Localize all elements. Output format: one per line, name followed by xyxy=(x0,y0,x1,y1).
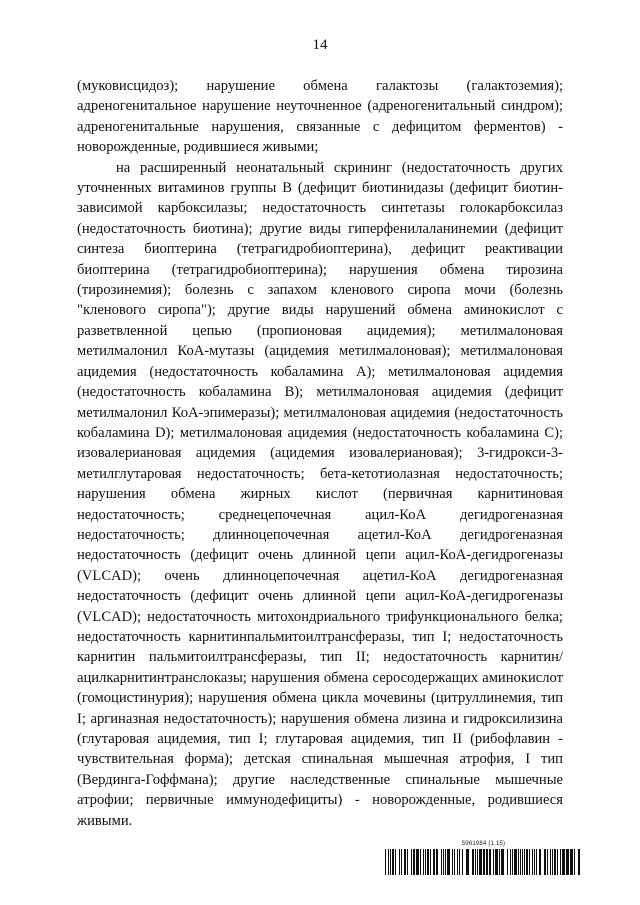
barcode-bar xyxy=(507,849,508,875)
barcode-bar xyxy=(539,849,541,875)
barcode-bar xyxy=(404,849,406,875)
barcode-bar xyxy=(420,849,421,875)
barcode-bar xyxy=(512,849,513,875)
barcode-bar xyxy=(486,849,488,875)
barcode-bar xyxy=(532,849,533,875)
barcode-bar xyxy=(441,849,442,875)
barcode-bar xyxy=(560,849,561,875)
barcode-bar xyxy=(385,849,386,875)
barcode-bar xyxy=(495,849,498,875)
barcode-bar xyxy=(472,849,474,875)
barcode-bar xyxy=(526,849,528,875)
barcode-bar xyxy=(401,849,402,875)
barcode-bar xyxy=(501,849,504,875)
barcode-bar xyxy=(489,849,491,875)
barcode-bar xyxy=(510,849,511,875)
barcode-bar xyxy=(407,849,408,875)
barcode-bar xyxy=(477,849,478,875)
barcode-bar xyxy=(557,849,558,875)
barcode-bar xyxy=(570,849,573,875)
barcode-bar xyxy=(443,849,444,875)
barcode-bar xyxy=(524,849,525,875)
barcode-bar xyxy=(522,849,523,875)
barcode-bar xyxy=(413,849,415,875)
document-body xyxy=(77,76,563,831)
barcode-bar xyxy=(423,849,424,875)
barcode-bar xyxy=(547,849,548,875)
barcode-bar xyxy=(544,849,546,875)
barcode-bar xyxy=(536,849,537,875)
barcode-bar xyxy=(425,849,426,875)
barcode-bar xyxy=(447,849,450,875)
barcode-bar xyxy=(395,849,396,875)
barcode-bar xyxy=(416,849,419,875)
barcode-bar xyxy=(399,849,400,875)
barcode-bar xyxy=(466,849,469,875)
barcode-bar xyxy=(475,849,476,875)
paragraph-continuation: (муковисцидоз); нарушение обмена галактозы (галактоземия); адреногенитальное нарушение неуточненное (адреногенитальный синдром); адреногенитальные нарушения, связанные с дефицитом ферментов) - новорожденные, родившиеся живыми; xyxy=(77,78,563,156)
barcode xyxy=(385,849,582,875)
barcode-bar xyxy=(552,849,553,875)
barcode-bar xyxy=(436,849,438,875)
barcode-bar xyxy=(578,849,580,875)
document-stamp xyxy=(385,841,582,875)
barcode-bar xyxy=(459,849,460,875)
barcode-bar xyxy=(562,849,565,875)
barcode-bar xyxy=(392,849,394,875)
barcode-bar xyxy=(518,849,519,875)
barcode-bar xyxy=(479,849,482,875)
barcode-bar xyxy=(388,849,389,875)
barcode-bar xyxy=(430,849,431,875)
barcode-bar xyxy=(499,849,500,875)
barcode-bar xyxy=(462,849,463,875)
barcode-bar xyxy=(445,849,446,875)
page-number: 14 xyxy=(312,37,328,53)
barcode-bar xyxy=(452,849,453,875)
barcode-bar xyxy=(457,849,458,875)
barcode-bar xyxy=(534,849,535,875)
paragraph-extended-screening: на расширенный неонатальный скрининг (недостаточность других уточненных витаминов группы В (дефицит биотинидазы (дефицит биотин-зависимой карбоксилазы; недостаточность синтетазы голокарбоксилаз (недостаточность биотина); другие виды гиперфенилаланинемии (дефицит синтеза биоптерина (тетрагидробиоптерина), дефицит реактивации биоптерина (тетрагидробиоптерина); нарушения обмена тирозина (тирозинемия); болезнь с запахом кленового сиропа мочи (болезнь "кленового сиропа"); другие виды нарушений обмена аминокислот с разветвленной цепью (пропионовая ацидемия); метилмалоновая метилмалонил КоА-мутазы (ацидемия метилмалоновая); метилмалоновая ацидемия (недостаточность кобаламина А); метилмалоновая ацидемия (недостаточность кобаламина В); метилмалоновая ацидемия (дефицит метилмалонил КоА-эпимеразы); метилмалоновая ацидемия (недостаточность кобаламина D); метилмалоновая ацидемия (недостаточность кобаламина С); изовалериановая ацидемия (ацидемия изовалериановая); 3-гидрокси-3-метилглутаровая недостаточность; бета-кетотиолазная недостаточность; нарушения обмена жирных кислот (первичная карнитиновая недостаточность; среднецепочечная ацил-КоА дегидрогеназная недостаточность; длинноцепочечная ацетил-КоА дегидрогеназная недостаточность (дефицит очень длинной цепи ацил-КоА-дегидрогеназы (VLCAD); очень длинноцепочечная ацетил-КоА дегидрогеназная недостаточность (дефицит очень длинной цепи ацил-КоА-дегидрогеназы (VLCAD); недостаточность митохондриального трифункционального белка; недостаточность карнитинпальмитоилтрансферазы, тип I; недостаточность карнитин пальмитоилтрансферазы, тип II; недостаточность карнитин/ацилкарнитинтранслоказы; нарушения обмена серосодержащих аминокислот (гомоцистинурия); нарушения обмена цикла мочевины (цитруллинемия, тип I; аргиназная недостаточность); нарушения обмена лизина и гидроксилизина (глутаровая ацидемия, тип I; глутаровая ацидемия, тип II (рибофлавин - чувствительная форма); детская спинальная мышечная атрофия, I тип (Вердинга-Гоффмана); другие наследственные спинальные мышечные атрофии; первичные иммунодефициты) - новорожденные, родившиеся живыми. xyxy=(77,159,563,829)
barcode-bar xyxy=(574,849,575,875)
barcode-bar xyxy=(411,849,412,875)
stamp-code: 5961984 (1.15) xyxy=(461,841,506,847)
barcode-bar xyxy=(427,849,429,875)
barcode-bar xyxy=(454,849,455,875)
barcode-bar xyxy=(554,849,556,875)
barcode-bar xyxy=(514,849,517,875)
barcode-bar xyxy=(483,849,485,875)
barcode-bar xyxy=(520,849,521,875)
barcode-bar xyxy=(493,849,494,875)
barcode-bar xyxy=(566,849,569,875)
barcode-bar xyxy=(433,849,435,875)
barcode-bar xyxy=(390,849,391,875)
barcode-bar xyxy=(550,849,551,875)
barcode-bar xyxy=(529,849,530,875)
